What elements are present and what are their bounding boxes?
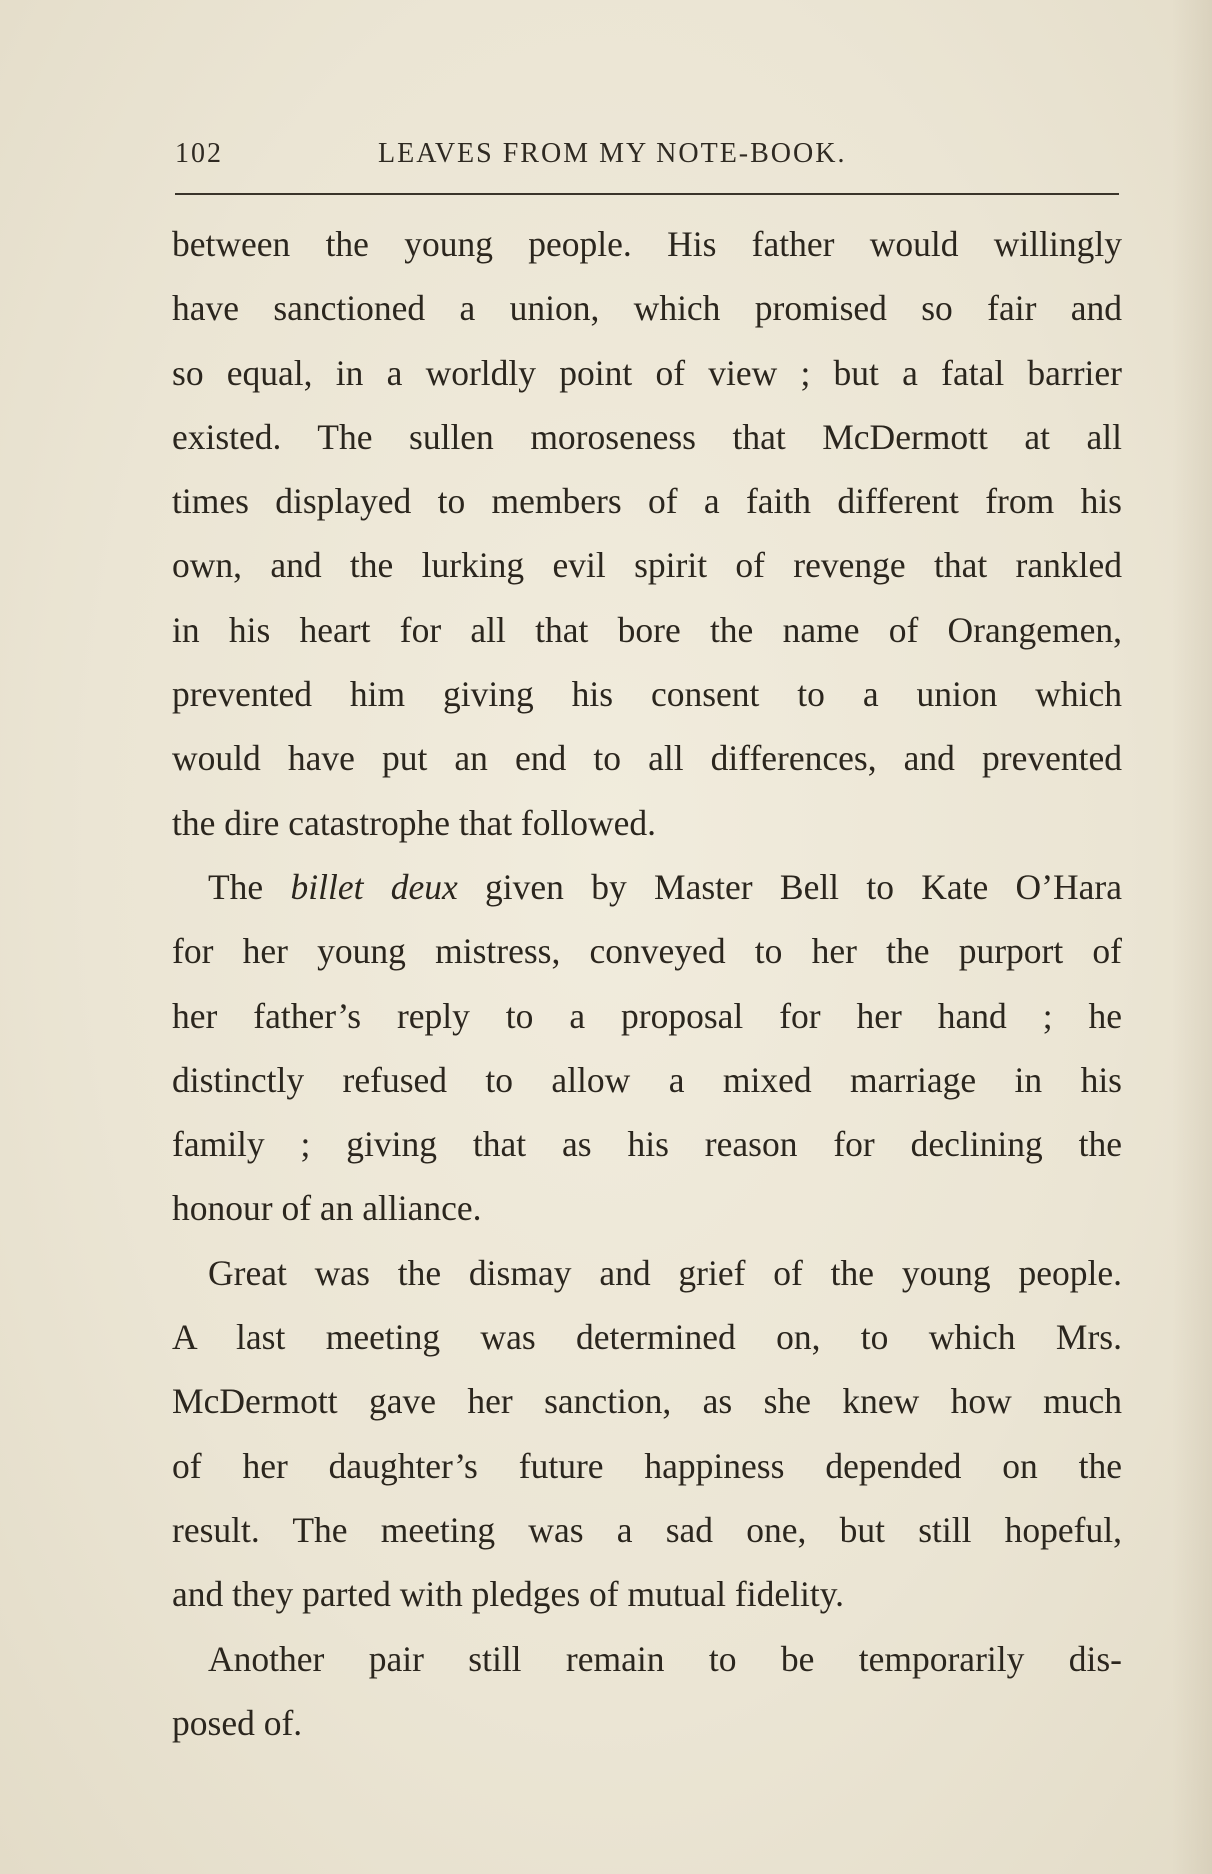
- text-line: A last meeting was determined on, to which Mrs.: [172, 1317, 1122, 1358]
- text-line: Great was the dismay and grief of the young people.: [208, 1252, 1122, 1293]
- text-line: McDermott gave her sanction, as she knew how much: [172, 1381, 1122, 1422]
- text-line: her father’s reply to a proposal for her hand ; he: [172, 995, 1122, 1036]
- text-line: distinctly refused to allow a mixed marriage in his: [172, 1059, 1122, 1100]
- text-line: the dire catastrophe that followed.: [172, 802, 656, 843]
- text-line: of her daughter’s future happiness depended on the: [172, 1445, 1122, 1486]
- text-line: posed of.: [172, 1702, 303, 1743]
- text-segment: given by Master Bell to Kate O’Hara: [457, 866, 1122, 907]
- text-line: Another pair still remain to be temporarily dis-: [208, 1638, 1122, 1679]
- italic-phrase: billet deux: [290, 866, 458, 907]
- text-segment: The: [208, 866, 291, 907]
- text-line: own, and the lurking evil spirit of revenge that rankled: [172, 545, 1122, 586]
- text-line: in his heart for all that bore the name of Orangemen,: [172, 609, 1122, 650]
- page-number: 102: [175, 138, 223, 169]
- text-line: honour of an alliance.: [172, 1188, 482, 1229]
- body-text: [172, 212, 1122, 1755]
- text-line: would have put an end to all differences, and prevented: [172, 738, 1122, 779]
- page-header: [175, 138, 1119, 178]
- text-line: times displayed to members of a faith different from his: [172, 481, 1122, 522]
- text-line: prevented him giving his consent to a union which: [172, 674, 1122, 715]
- text-line: existed. The sullen moroseness that McDermott at all: [172, 416, 1122, 457]
- text-line: result. The meeting was a sad one, but still hopeful,: [172, 1509, 1122, 1550]
- text-line: so equal, in a worldly point of view ; but a fatal barrier: [172, 352, 1122, 393]
- header-rule: [175, 193, 1119, 195]
- text-line: for her young mistress, conveyed to her the purport of: [172, 931, 1122, 972]
- text-line: between the young people. His father would willingly: [172, 224, 1122, 264]
- text-line: and they parted with pledges of mutual fidelity.: [172, 1574, 845, 1615]
- page-edge-shadow: [1172, 0, 1212, 1874]
- running-head: LEAVES FROM MY NOTE-BOOK.: [378, 138, 847, 169]
- text-line: [172, 855, 1122, 919]
- text-line: family ; giving that as his reason for declining the: [172, 1124, 1122, 1165]
- text-line: have sanctioned a union, which promised so fair and: [172, 288, 1122, 329]
